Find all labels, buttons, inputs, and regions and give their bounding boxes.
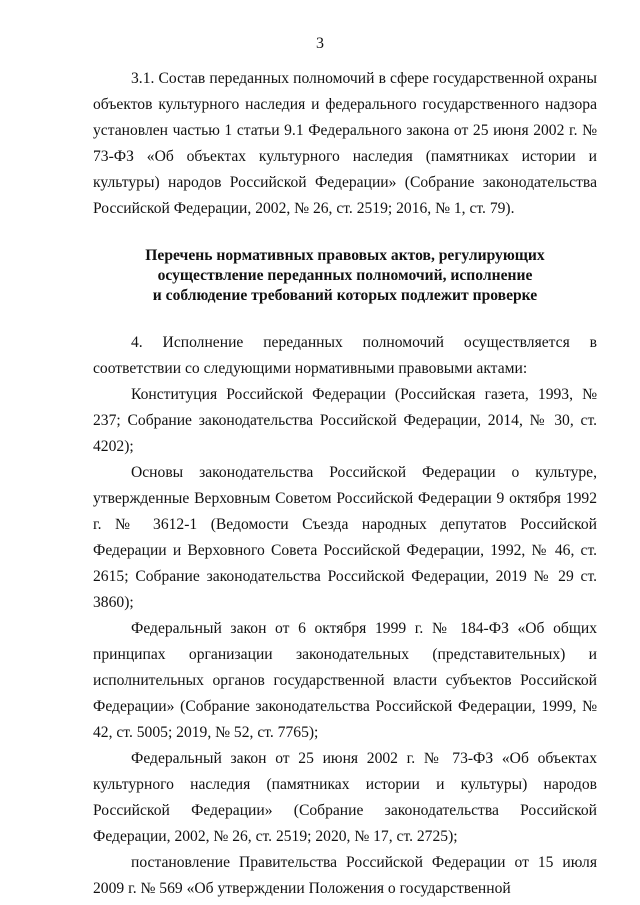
heading-line-3: и соблюдение требований которых подлежит проверке xyxy=(152,287,538,304)
act-government-resolution-569: постановление Правительства Российской Федерации от 15 июля 2009 г. № 569 «Об утверждении Положения о государственной xyxy=(93,854,597,897)
paragraph-4-intro: 4. Исполнение переданных полномочий осуществляется в соответствии со следующими нормативными правовыми актами: xyxy=(93,334,597,377)
act-culture-law-basics: Основы законодательства Российской Федерации о культуре, утвержденные Верховным Советом Российской Федерации 9 октября 1992 г. № 3612-1 (Ведомости Съезда народных депутатов Российской Федерации и Верховного Совета Российской Федерации, 1992, № 46, ст. 2615; Собрание законодательства Российской Федерации, 2019 № 29 ст. 3860); xyxy=(93,464,597,611)
page-number: 3 xyxy=(316,35,324,52)
heading-line-2: осуществление переданных полномочий, исполнение xyxy=(157,267,533,284)
act-federal-law-73: Федеральный закон от 25 июня 2002 г. № 73-ФЗ «Об объектах культурного наследия (памятниках истории и культуры) народов Российской Федерации» (Собрание законодательства Российской Федерации, 2002, № 26, ст. 2519; 2020, № 17, ст. 2725); xyxy=(93,750,597,845)
act-constitution: Конституция Российской Федерации (Российская газета, 1993, № 237; Собрание законодательства Российской Федерации, 2014, № 30, ст. 4202); xyxy=(93,386,597,455)
section-heading xyxy=(93,246,597,306)
heading-line-1: Перечень нормативных правовых актов, регулирующих xyxy=(145,247,545,264)
paragraph-3-1: 3.1. Состав переданных полномочий в сфере государственной охраны объектов культурного наследия и федерального государственного надзора установлен частью 1 статьи 9.1 Федерального закона от 25 июня 2002 г. № 73-ФЗ «Об объектах культурного наследия (памятниках истории и культуры) народов Российской Федерации» (Собрание законодательства Российской Федерации, 2002, № 26, ст. 2519; 2016, № 1, ст. 79). xyxy=(93,70,597,217)
act-federal-law-184: Федеральный закон от 6 октября 1999 г. № 184-ФЗ «Об общих принципах организации законодательных (представительных) и исполнительных органов государственной власти субъектов Российской Федерации» (Собрание законодательства Российской Федерации, 1999, № 42, ст. 5005; 2019, № 52, ст. 7765); xyxy=(93,620,597,741)
acts-list xyxy=(93,330,597,902)
document-body xyxy=(93,66,597,902)
